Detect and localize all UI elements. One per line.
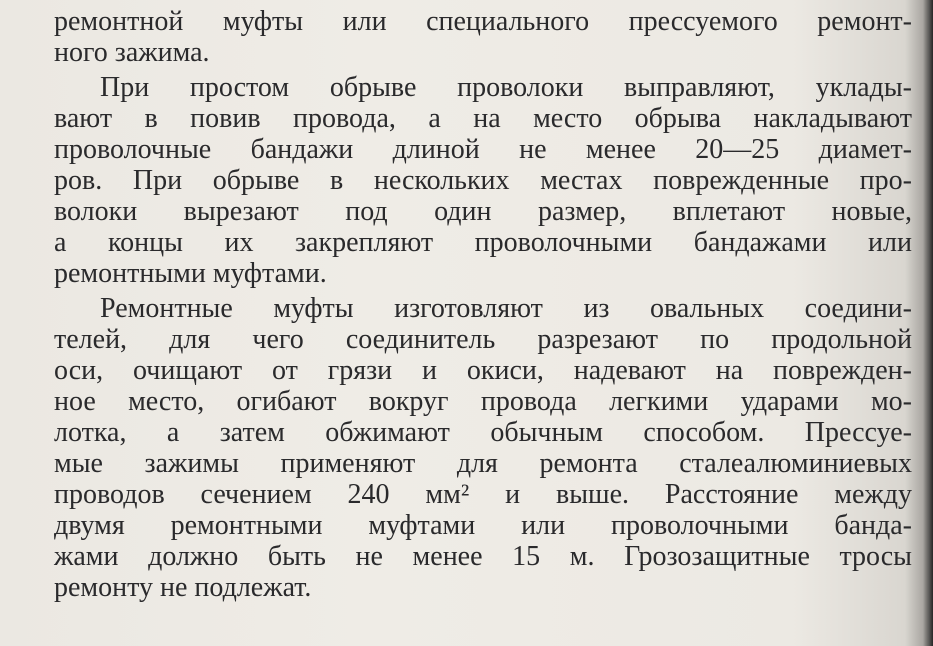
text-line: жами должно быть не менее 15 м. Грозозащитные тросы — [54, 541, 912, 572]
text-line: ров. При обрыве в нескольких местах поврежденные про- — [54, 165, 912, 196]
text-line: При простом обрыве проволоки выправляют, уклады- — [100, 72, 912, 103]
body-text — [54, 6, 912, 603]
page-shadow-edge — [923, 0, 933, 646]
paragraph-2 — [54, 72, 912, 289]
text-line: Ремонтные муфты изготовляют из овальных соедини- — [100, 293, 912, 324]
text-line: а концы их закрепляют проволочными бандажами или — [54, 227, 912, 258]
text-line: мые зажимы применяют для ремонта сталеалюминиевых — [54, 448, 912, 479]
text-line: волоки вырезают под один размер, вплетают новые, — [54, 196, 912, 227]
text-line: проводов сечением 240 мм² и выше. Расстояние между — [54, 479, 912, 510]
text-line: ремонтными муфтами. — [54, 258, 327, 289]
text-line: лотка, а затем обжимают обычным способом. Прессуе- — [54, 417, 912, 448]
text-line: ное место, огибают вокруг провода легкими ударами мо- — [54, 386, 912, 417]
paragraph-3 — [54, 293, 912, 603]
text-line: ремонтной муфты или специального прессуемого ремонт- — [54, 6, 912, 37]
text-line: ного зажима. — [54, 37, 210, 68]
text-line: двумя ремонтными муфтами или проволочными банда- — [54, 510, 912, 541]
text-line: оси, очищают от грязи и окиси, надевают на поврежден- — [54, 355, 912, 386]
text-line: вают в повив провода, а на место обрыва накладывают — [54, 103, 912, 134]
text-line: проволочные бандажи длиной не менее 20—25 диамет- — [54, 134, 912, 165]
paragraph-1 — [54, 6, 912, 68]
text-line: телей, для чего соединитель разрезают по продольной — [54, 324, 912, 355]
text-line: ремонту не подлежат. — [54, 572, 312, 603]
